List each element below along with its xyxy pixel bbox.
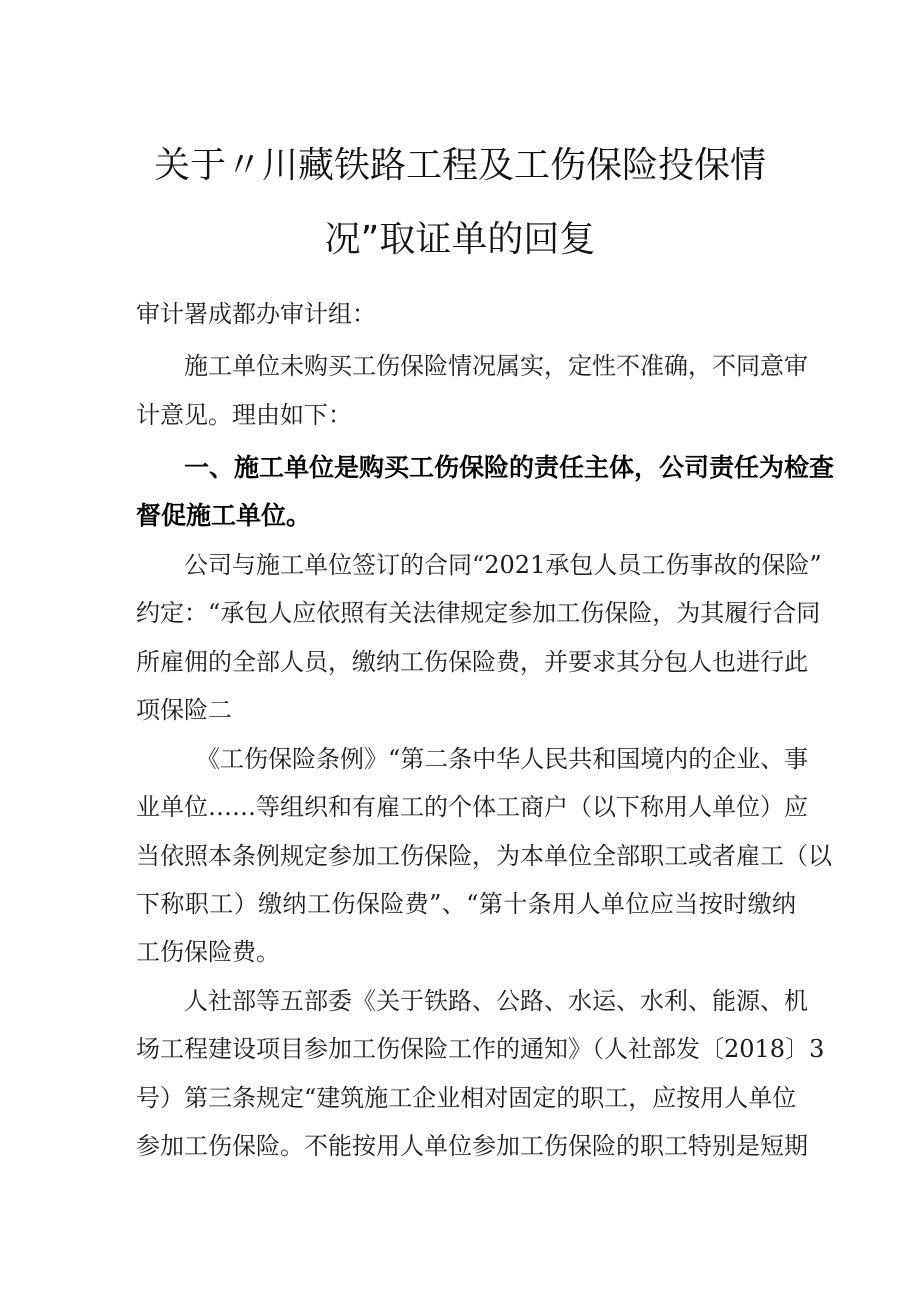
paragraph-line: 号）第三条规定“建筑施工企业相对固定的职工，应按用人单位 bbox=[136, 1084, 797, 1112]
paragraph-line: 《工伤保险条例》“第二条中华人民共和国境内的企业、事 bbox=[196, 745, 809, 773]
paragraph-line: 公司与施工单位签订的合同“2021承包人员工伤事故的保险” bbox=[184, 551, 822, 579]
paragraph-line: 工伤保险费。 bbox=[136, 938, 280, 966]
document-title-line-2: 况”取证单的回复 bbox=[324, 219, 596, 260]
paragraph-line: 参加工伤保险。不能按用人单位参加工伤保险的职工特别是短期 bbox=[136, 1132, 808, 1160]
paragraph-line: 约定：“承包人应依照有关法律规定参加工伤保险，为其履行合同 bbox=[136, 599, 821, 627]
paragraph-line: 所雇佣的全部人员，缴纳工伤保险费，并要求其分包人也进行此 bbox=[136, 648, 808, 676]
paragraph-line: 人社部等五部委《关于铁路、公路、水运、水利、能源、机 bbox=[184, 987, 808, 1015]
paragraph-line: 场工程建设项目参加工伤保险工作的通知》（人社部发〔2018〕3 bbox=[136, 1035, 825, 1063]
paragraph-line: 项保险二 bbox=[136, 696, 232, 724]
paragraph-line: 施工单位未购买工伤保险情况属实，定性不准确，不同意审 bbox=[184, 352, 808, 380]
document-title-line-1: 关于〃川藏铁路工程及工伤保险投保情 bbox=[153, 145, 766, 186]
paragraph-line: 计意见。理由如下： bbox=[136, 401, 352, 429]
paragraph-line: 下称职工）缴纳工伤保险费”、“第十条用人单位应当按时缴纳 bbox=[136, 890, 796, 918]
paragraph-line: 业单位……等组织和有雇工的个体工商户（以下称用人单位）应 bbox=[136, 793, 808, 821]
paragraph-line: 当依照本条例规定参加工伤保险，为本单位全部职工或者雇工（以 bbox=[136, 842, 832, 870]
section-heading-line: 一、施工单位是购买工伤保险的责任主体，公司责任为检查 bbox=[184, 453, 835, 482]
salutation: 审计署成都办审计组： bbox=[136, 300, 376, 328]
section-heading-line: 督促施工单位。 bbox=[136, 501, 312, 530]
